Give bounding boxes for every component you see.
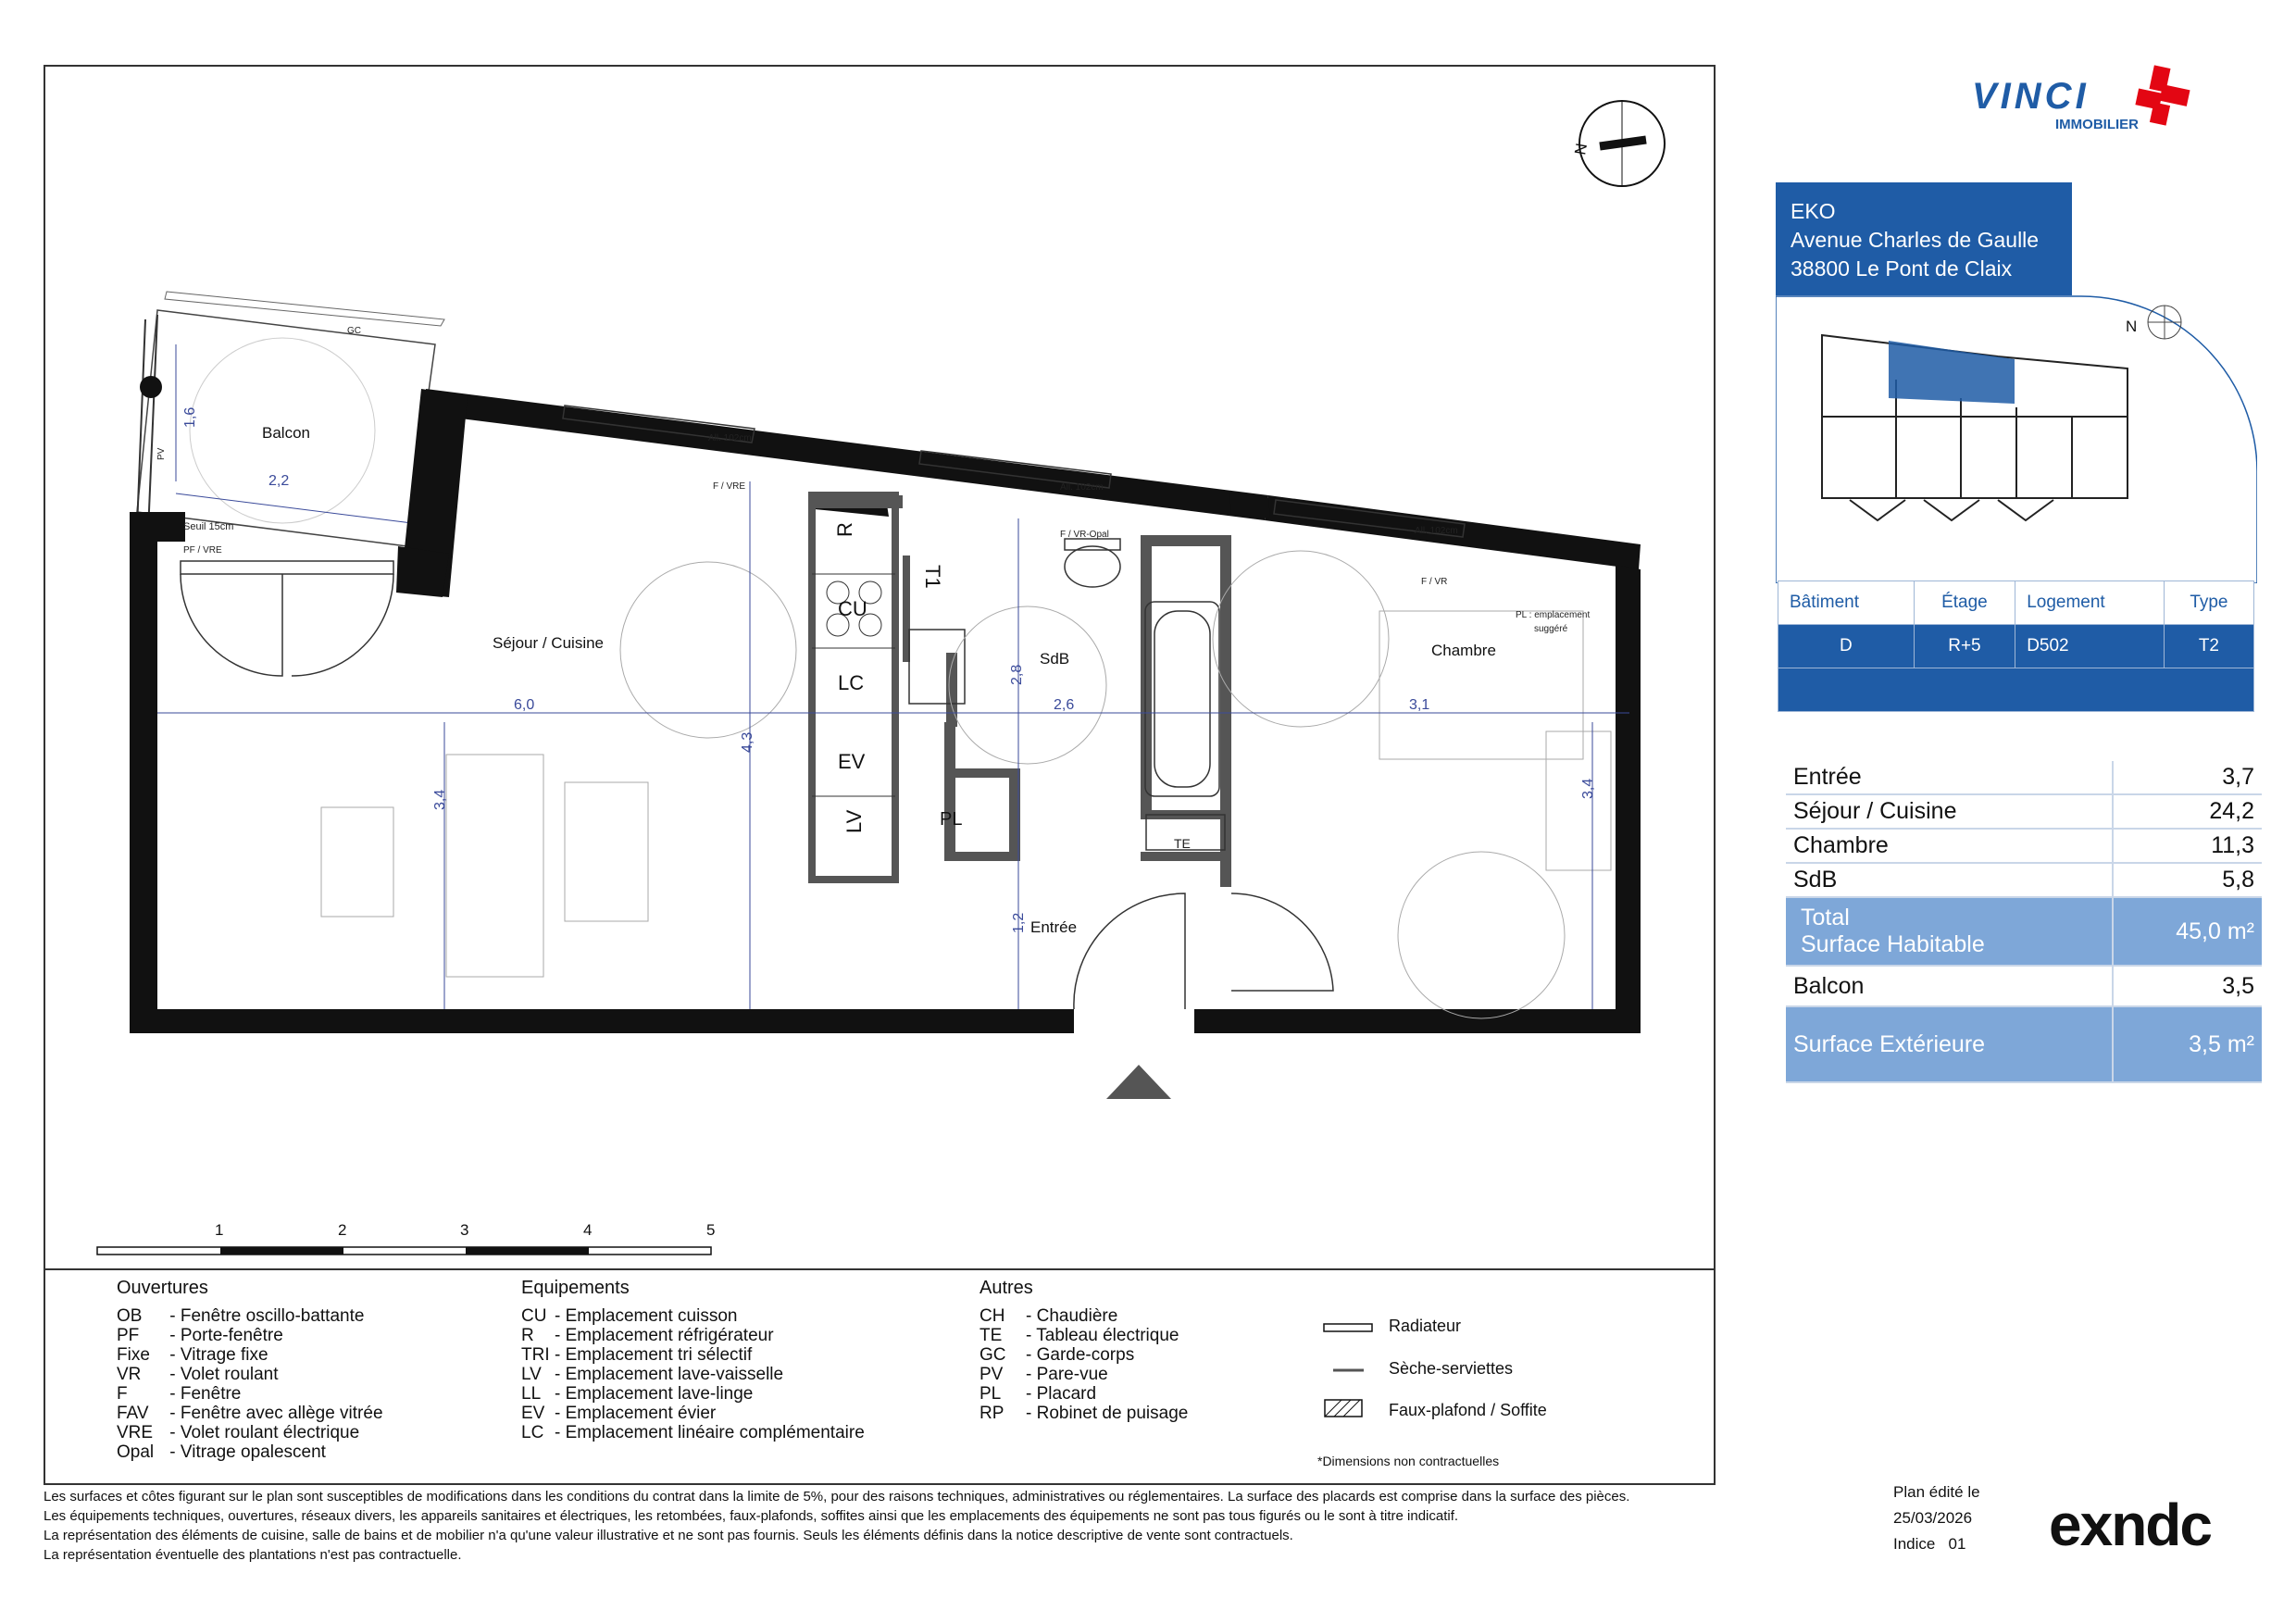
annot-all-2: All. 102cm — [1060, 482, 1104, 493]
tile-label: T1 — [921, 565, 944, 589]
annot-pf-vre: PF / VRE — [183, 545, 222, 556]
balcon-row — [1786, 966, 2262, 1006]
ext-row — [1786, 1006, 2262, 1082]
room-sejour: Séjour / Cuisine — [493, 634, 605, 652]
area-value: 3,7 — [2113, 761, 2262, 794]
annot-f-vr-opal: F / VR-Opal — [1060, 530, 1109, 540]
area-row — [1786, 761, 2262, 794]
dim-sejour-depth: 3,4 — [432, 789, 448, 810]
dim-sejour-total: 4,3 — [740, 731, 755, 753]
total-label-line-1: Total — [1801, 905, 1850, 930]
legend-item: CH - Chaudière — [980, 1306, 1118, 1326]
legend-radiateur: Radiateur — [1389, 1317, 1462, 1335]
north-label: N — [1571, 142, 1591, 156]
scale-tick-3: 3 — [460, 1221, 469, 1239]
bathroom-fixtures — [921, 539, 1225, 851]
annot-seuil: Seuil 15cm — [183, 521, 234, 532]
legend-item: EV - Emplacement évier — [521, 1404, 717, 1423]
legend-item: VR - Volet roulant — [117, 1365, 279, 1384]
legend-autres-title: Autres — [980, 1278, 1033, 1298]
legend-equipements-title: Equipements — [521, 1278, 630, 1298]
dishwasher-label: LV — [842, 809, 866, 833]
logo-sub: IMMOBILIER — [2055, 117, 2139, 132]
legend-seche: Sèche-serviettes — [1389, 1359, 1514, 1378]
legend-item: LL - Emplacement lave-linge — [521, 1384, 754, 1404]
annot-f-vr: F / VR — [1421, 577, 1448, 587]
legend-item: CU - Emplacement cuisson — [521, 1306, 738, 1326]
total-label-line-2: Surface Habitable — [1801, 931, 1985, 957]
legend-item: PF - Porte-fenêtre — [117, 1326, 283, 1345]
vinci-logo — [1972, 76, 2139, 132]
lot-table — [1778, 581, 2254, 712]
lot-value-type: T2 — [2164, 625, 2253, 668]
legend-item: LV - Emplacement lave-vaisselle — [521, 1365, 784, 1384]
linear-label: LC — [838, 671, 865, 694]
legend-item: GC - Garde-corps — [980, 1345, 1135, 1365]
legend-item: Fixe - Vitrage fixe — [117, 1345, 268, 1365]
scale-tick-2: 2 — [338, 1221, 347, 1239]
lot-table-footer — [1778, 668, 2254, 712]
indice-line: Indice 01 — [1893, 1535, 1966, 1553]
annot-pl-note-1: PL : emplacement — [1516, 610, 1591, 620]
lot-header-logement: Logement — [2015, 581, 2165, 625]
lot-value-etage: R+5 — [1914, 625, 2015, 668]
room-entree: Entrée — [1030, 918, 1078, 936]
radiateur-icon — [1324, 1324, 1372, 1331]
area-row — [1786, 829, 2262, 863]
footer-note: La représentation des éléments de cuisine, salle de bains et de mobilier n'a qu'une valeur illustrative et ne sont pas fournis. Seuls les éléments définis dans la notice descriptive de vente sont contractuels. — [44, 1528, 1293, 1543]
lot-value-logement: D502 — [2015, 625, 2165, 668]
dimension-note: *Dimensions non contractuelles — [1317, 1454, 1500, 1468]
north-compass-icon — [1571, 101, 1665, 186]
footer-note: La représentation éventuelle des plantations n'est pas contractuelle. — [44, 1547, 462, 1563]
balcon-label: Balcon — [1786, 966, 2113, 1006]
edition-info — [1893, 1479, 1980, 1557]
dim-entree-depth: 1,2 — [1011, 912, 1027, 933]
cooktop-label: CU — [838, 597, 867, 620]
scale-tick-1: 1 — [215, 1221, 224, 1239]
scale-tick-4: 4 — [583, 1221, 593, 1239]
scale-tick-5: 5 — [706, 1221, 716, 1239]
entrance-marker-icon — [1106, 1065, 1171, 1099]
legend-item: VRE - Volet roulant électrique — [117, 1423, 360, 1442]
exndc-logo: exndc — [2049, 1492, 2211, 1558]
room-placard: PL — [940, 809, 963, 830]
lot-header-etage: Étage — [1914, 581, 2015, 625]
area-value: 11,3 — [2113, 829, 2262, 863]
dim-balcon-width: 2,2 — [268, 473, 290, 489]
faux-plafond-icon — [1325, 1400, 1362, 1417]
annot-all-3: All. 102cm — [1415, 526, 1458, 536]
ext-value: 3,5 m² — [2113, 1006, 2262, 1082]
legend-ouvertures-title: Ouvertures — [117, 1278, 208, 1298]
legend-faux-plafond: Faux-plafond / Soffite — [1389, 1401, 1547, 1419]
room-sdb: SdB — [1040, 650, 1070, 668]
annot-f-vre: F / VRE — [713, 481, 746, 492]
legend-item: FAV - Fenêtre avec allège vitrée — [117, 1404, 383, 1423]
dim-sdb-width: 2,6 — [1054, 697, 1075, 713]
legend-autres — [980, 1278, 1188, 1423]
edited-date: 25/03/2026 — [1893, 1509, 1973, 1527]
total-row — [1786, 897, 2262, 966]
project-street: Avenue Charles de Gaulle — [1791, 228, 2040, 252]
legend-item: TRI - Emplacement tri sélectif — [521, 1345, 753, 1365]
area-label: Chambre — [1786, 829, 2113, 863]
sink-label: EV — [838, 750, 866, 773]
footer-note: Les équipements techniques, ouvertures, réseaux divers, les appareils sanitaires et électriques, les retombées, faux-plafonds, soffites ainsi que les emplacements des équipements ne sont pas tous figurés ou le sont à titre indicatif. — [44, 1508, 1459, 1524]
legend-item: RP - Robinet de puisage — [980, 1404, 1189, 1423]
dim-sejour-width: 6,0 — [514, 697, 535, 713]
partitions — [810, 495, 1231, 887]
room-chambre: Chambre — [1431, 642, 1496, 659]
legend-item: F - Fenêtre — [117, 1384, 242, 1404]
dim-chambre-width: 3,1 — [1409, 697, 1430, 713]
annot-all-1: All. 102cm — [708, 433, 752, 443]
area-value: 5,8 — [2113, 863, 2262, 897]
key-plan-north: N — [2126, 318, 2138, 335]
scale-bar — [97, 1247, 711, 1255]
vinci-cross-icon — [2131, 63, 2196, 128]
legend-item: R - Emplacement réfrigérateur — [521, 1326, 774, 1345]
legend-item: Opal - Vitrage opalescent — [117, 1442, 326, 1462]
key-plan-north-icon — [2126, 306, 2181, 339]
footer-note: Les surfaces et côtes figurant sur le plan sont susceptibles de modifications dans les conditions du contrat dans la limite de 5%, pour des raisons techniques, administratives ou réglementaires. La surface des placards est comprise dans la surface des pièces. — [44, 1489, 1630, 1504]
ext-label: Surface Extérieure — [1786, 1006, 2113, 1082]
area-label: Entrée — [1786, 761, 2113, 794]
total-value: 45,0 m² — [2113, 897, 2262, 966]
area-label: SdB — [1786, 863, 2113, 897]
legend-equipements — [521, 1278, 865, 1442]
area-row — [1786, 863, 2262, 897]
annot-gc: GC — [347, 326, 361, 336]
lot-value-batiment: D — [1778, 625, 1915, 668]
dim-sdb-height: 2,8 — [1009, 664, 1025, 685]
lot-header-batiment: Bâtiment — [1778, 581, 1915, 625]
annot-pv: PV — [156, 447, 167, 460]
legend-item: PV - Pare-vue — [980, 1365, 1108, 1384]
project-city: 38800 Le Pont de Claix — [1791, 256, 2013, 281]
fridge-label: R — [833, 522, 856, 537]
area-row — [1786, 794, 2262, 829]
footer-notes — [44, 1487, 1629, 1565]
dim-balcon-depth: 1,6 — [182, 406, 198, 428]
area-label: Séjour / Cuisine — [1786, 794, 2113, 829]
room-balcon: Balcon — [262, 424, 310, 442]
area-table — [1786, 761, 2262, 1083]
legend-item: TE - Tableau électrique — [980, 1326, 1179, 1345]
unit-highlight — [1889, 341, 2015, 404]
furniture — [321, 551, 1611, 1018]
te-label: TE — [1174, 836, 1191, 851]
annot-pl-note-2: suggéré — [1534, 624, 1568, 634]
area-value: 24,2 — [2113, 794, 2262, 829]
edited-label: Plan édité le — [1893, 1483, 1980, 1501]
legend-item: OB - Fenêtre oscillo-battante — [117, 1306, 365, 1326]
legend-symbols — [1319, 1315, 1384, 1426]
balcon-value: 3,5 — [2113, 966, 2262, 1006]
key-plan — [1776, 278, 2257, 583]
legend-item: PL - Placard — [980, 1384, 1097, 1404]
legend-item: LC - Emplacement linéaire complémentaire — [521, 1423, 865, 1442]
lot-header-type: Type — [2164, 581, 2253, 625]
project-name: EKO — [1791, 199, 1836, 223]
windows — [181, 406, 1465, 574]
legend-ouvertures — [117, 1278, 383, 1462]
doors — [181, 574, 1333, 1009]
total-label — [1786, 897, 2113, 966]
dim-chambre-depth: 3,4 — [1580, 778, 1596, 799]
logo-name: VINCI — [1972, 76, 2090, 117]
